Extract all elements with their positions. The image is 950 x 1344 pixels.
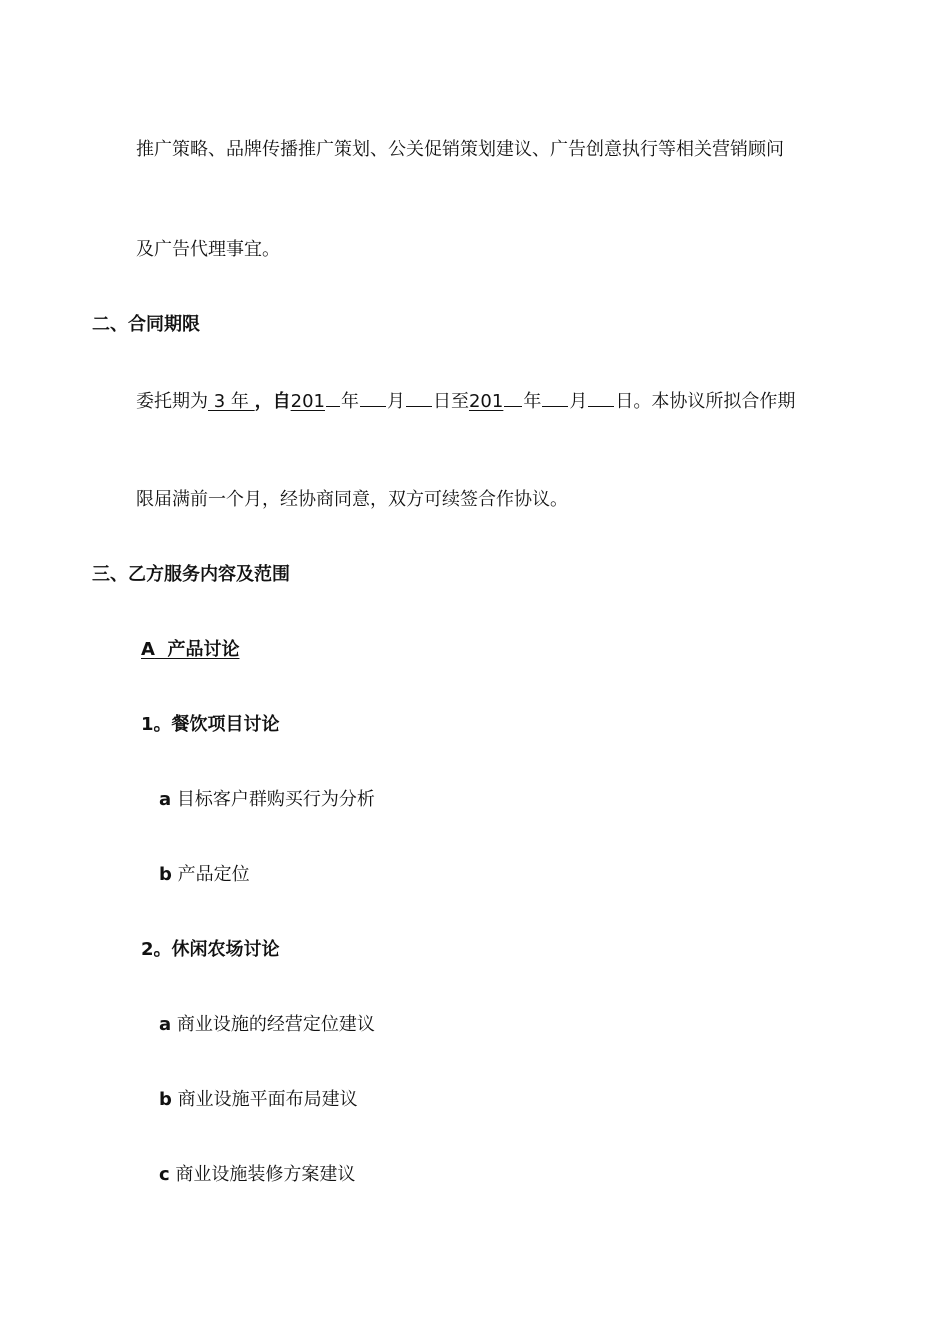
end-day-blank [588,388,614,407]
paragraph-line: 及广告代理事宜。 [136,239,280,260]
end-year: 201 [468,391,504,412]
subsection-product-discussion [141,638,239,662]
list-item-text: 产品定位 [177,864,250,885]
end-year-blank [504,388,522,407]
day-end-suffix: 日。本协议所拟合作期 [615,391,796,412]
paragraph-line: 推广策略、品牌传播推广策划、公关促销策划建议、广告创意执行等相关营销顾问 [136,139,784,160]
group-number: 1 [141,714,154,735]
month-label: 月 [386,391,405,412]
list-item-text: 商业设施的经营定位建议 [176,1014,375,1035]
start-year: 201 [290,391,325,412]
list-item-text: 目标客户群购买行为分析 [176,789,375,810]
group-title: 。休闲农场讨论 [153,939,280,960]
list-item-letter: c [159,1164,170,1185]
comma-from: ，自 [254,391,291,412]
subsection-title: 产品讨论 [167,639,240,660]
list-item [159,863,250,887]
group-title: 。餐饮项目讨论 [153,714,280,735]
subsection-letter: A [141,639,155,660]
list-item-text: 商业设施装修方案建议 [175,1164,356,1185]
year-label-2: 年 [523,391,542,412]
paragraph-line: 限届满前一个月，经协商同意，双方可续签合作协议。 [136,489,568,510]
end-month-blank [542,388,568,407]
list-item-letter: b [159,864,172,885]
day-to-label: 日至 [432,391,469,412]
group-heading-dining [141,713,280,737]
section-heading-contract-term: 二、合同期限 [92,314,200,335]
term-prefix: 委托期为 [136,391,208,412]
list-item-letter: a [159,1014,172,1035]
list-item-text: 商业设施平面布局建议 [177,1089,358,1110]
list-item [159,1088,358,1112]
start-day-blank [406,388,432,407]
start-year-blank [326,388,340,407]
list-item [159,1013,375,1037]
year-label: 年 [340,391,359,412]
list-item [159,788,375,812]
term-value: 3 年 [208,391,255,412]
group-heading-farm [141,938,280,962]
start-month-blank [360,388,386,407]
list-item [159,1163,355,1187]
list-item-letter: a [159,789,172,810]
contract-term-line [136,388,795,414]
month-label-2: 月 [569,391,588,412]
list-item-letter: b [159,1089,172,1110]
group-number: 2 [141,939,154,960]
section-heading-services: 三、乙方服务内容及范围 [92,564,290,585]
